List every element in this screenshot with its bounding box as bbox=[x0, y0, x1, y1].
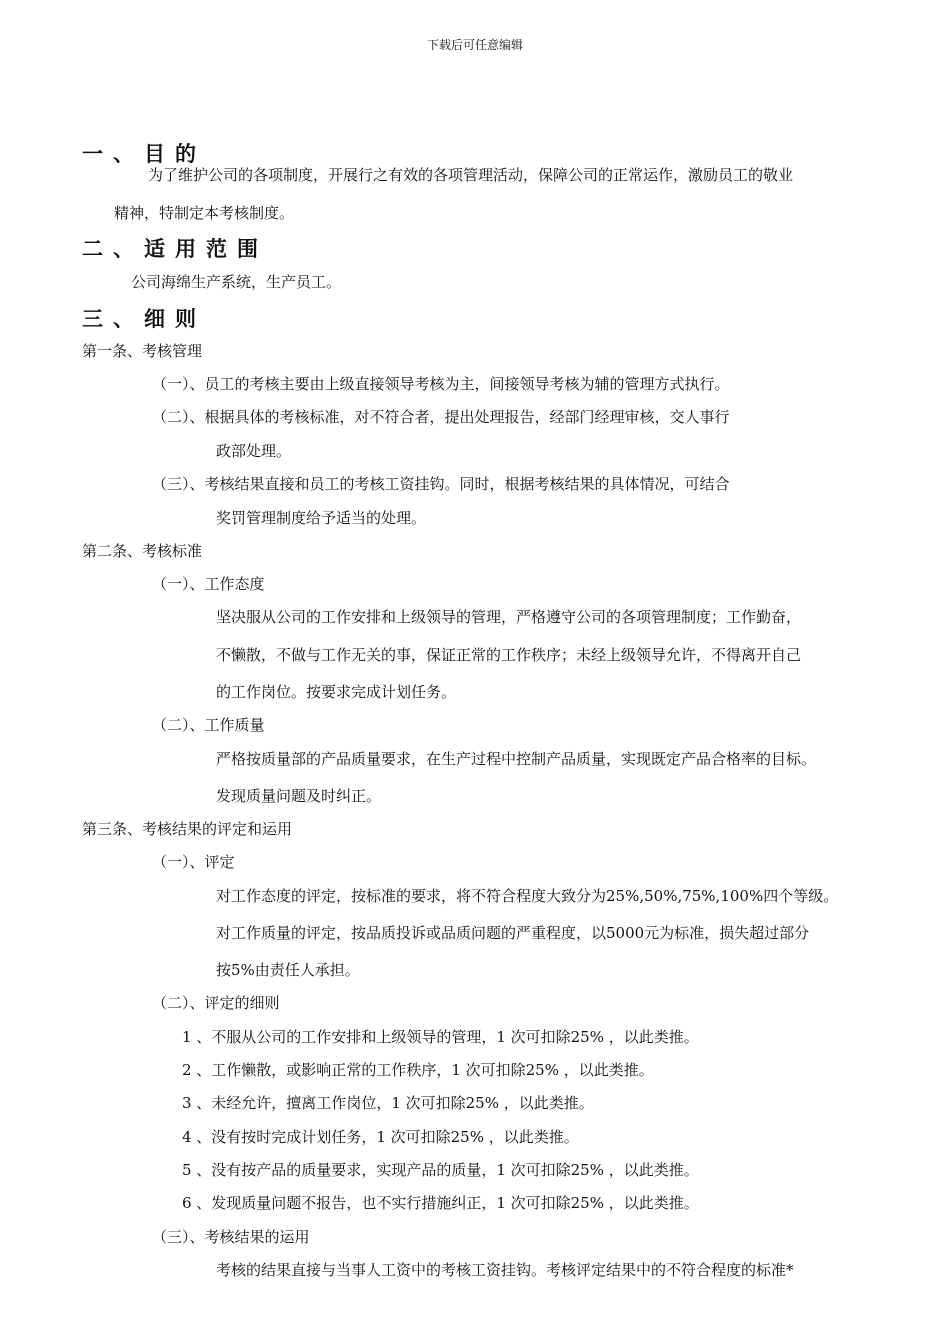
article-2-sub-2-line-2: 发现质量问题及时纠正。 bbox=[216, 787, 382, 805]
article-3-sub-2-title: （二）、评定的细则 bbox=[152, 994, 280, 1012]
rule-item-2: 2 、工作懒散，或影响正常的工作秩序，1 次可扣除25% ，以此类推。 bbox=[182, 1061, 654, 1079]
section-1-title: 一、目的 bbox=[82, 142, 206, 166]
article-2-sub-1-line-3: 的工作岗位。按要求完成计划任务。 bbox=[216, 683, 457, 701]
article-3-sub-3-title: （三）、考核结果的运用 bbox=[152, 1228, 310, 1246]
article-3-sub-1-line-3: 按5%由责任人承担。 bbox=[216, 961, 360, 979]
article-3-sub-1-title: （一）、评定 bbox=[152, 853, 235, 871]
section-2-paragraph: 公司海绵生产系统，生产员工。 bbox=[131, 273, 342, 291]
article-1-item-3-line-1: （三）、考核结果直接和员工的考核工资挂钩。同时，根据考核结果的具体情况，可结合 bbox=[152, 475, 730, 493]
article-2-sub-2-line-1: 严格按质量部的产品质量要求，在生产过程中控制产品质量，实现既定产品合格率的目标。 bbox=[216, 750, 817, 768]
article-2-sub-2-title: （二）、工作质量 bbox=[152, 716, 265, 734]
section-3-title: 三、细则 bbox=[82, 307, 206, 331]
rule-item-6: 6 、发现质量问题不报告，也不实行措施纠正，1 次可扣除25% ，以此类推。 bbox=[182, 1194, 699, 1212]
article-1-title: 第一条、考核管理 bbox=[82, 342, 203, 360]
article-2-sub-1-line-1: 坚决服从公司的工作安排和上级领导的管理，严格遵守公司的各项管理制度；工作勤奋， bbox=[216, 608, 802, 626]
section-2-title: 二、适用范围 bbox=[82, 237, 268, 261]
article-3-sub-1-line-1: 对工作态度的评定，按标准的要求，将不符合程度大致分为25%,50%,75%,100%四个等级。 bbox=[216, 887, 839, 905]
article-3-sub-3-line-1: 考核的结果直接与当事人工资中的考核工资挂钩。考核评定结果中的不符合程度的标准* bbox=[216, 1261, 794, 1279]
article-1-item-1: （一）、员工的考核主要由上级直接领导考核为主，间接领导考核为辅的管理方式执行。 bbox=[152, 375, 730, 393]
article-1-item-3-line-2: 奖罚管理制度给予适当的处理。 bbox=[216, 509, 427, 527]
article-1-item-2-line-1: （二）、根据具体的考核标准，对不符合者，提出处理报告，经部门经理审核，交人事行 bbox=[152, 408, 730, 426]
section-1-paragraph-line-1: 为了维护公司的各项制度，开展行之有效的各项管理活动，保障公司的正常运作，激励员工的敬业 bbox=[148, 166, 794, 184]
rule-item-4: 4 、没有按时完成计划任务，1 次可扣除25% ，以此类推。 bbox=[182, 1128, 579, 1146]
article-1-item-2-line-2: 政部处理。 bbox=[216, 442, 292, 460]
rule-item-3: 3 、未经允许，擅离工作岗位，1 次可扣除25% ，以此类推。 bbox=[182, 1094, 594, 1112]
rule-item-1: 1 、不服从公司的工作安排和上级领导的管理，1 次可扣除25% ，以此类推。 bbox=[182, 1028, 699, 1046]
rule-item-5: 5 、没有按产品的质量要求，实现产品的质量，1 次可扣除25% ，以此类推。 bbox=[182, 1161, 699, 1179]
article-3-sub-1-line-2: 对工作质量的评定，按品质投诉或品质问题的严重程度，以5000元为标准，损失超过部分 bbox=[216, 924, 810, 942]
article-3-title: 第三条、考核结果的评定和运用 bbox=[82, 820, 293, 838]
section-1-paragraph-line-2: 精神，特制定本考核制度。 bbox=[114, 204, 295, 222]
article-2-title: 第二条、考核标准 bbox=[82, 542, 203, 560]
article-2-sub-1-line-2: 不懒散，不做与工作无关的事，保证正常的工作秩序；未经上级领导允许，不得离开自己 bbox=[216, 646, 802, 664]
page-header: 下载后可任意编辑 bbox=[426, 38, 523, 52]
article-2-sub-1-title: （一）、工作态度 bbox=[152, 575, 265, 593]
